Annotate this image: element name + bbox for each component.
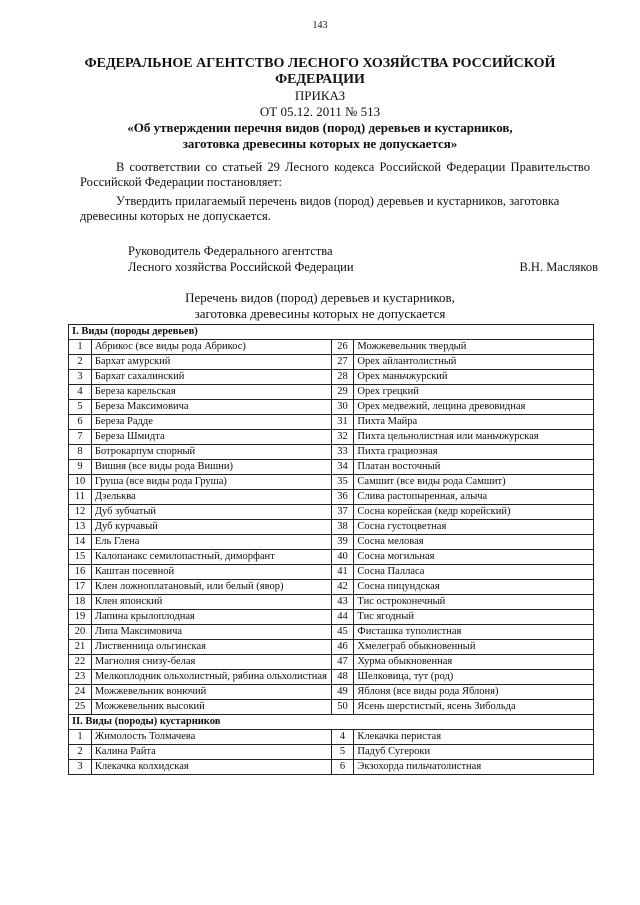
species-name: Орех маньчжурский [354, 370, 594, 385]
species-number: 21 [69, 640, 92, 655]
species-number: 18 [69, 595, 92, 610]
table-row [69, 370, 594, 385]
species-name: Дзельква [91, 490, 331, 505]
species-number: 6 [69, 415, 92, 430]
table-row [69, 490, 594, 505]
table-row [69, 745, 594, 760]
species-name: Хмелеграб обыкновенный [354, 640, 594, 655]
page-number: 143 [312, 20, 328, 31]
species-number: 4 [69, 385, 92, 400]
table-row [69, 760, 594, 775]
species-name: Платан восточный [354, 460, 594, 475]
species-name: Лиственница ольгинская [91, 640, 331, 655]
order-title-line1: «Об утверждении перечня видов (пород) деревьев и кустарников, [127, 120, 513, 135]
species-number: 3 [69, 370, 92, 385]
species-name: Береза Радде [91, 415, 331, 430]
species-name: Экзохорда пильчатолистная [354, 760, 594, 775]
table-row [69, 700, 594, 715]
species-name: Сосна меловая [354, 535, 594, 550]
species-number: 44 [331, 610, 354, 625]
signature-line2 [128, 259, 598, 275]
species-name: Можжевельник высокий [91, 700, 331, 715]
species-number: 34 [331, 460, 354, 475]
agency-name-line1: ФЕДЕРАЛЬНОЕ АГЕНТСТВО ЛЕСНОГО ХОЗЯЙСТВА РОССИЙСКОЙ [84, 56, 556, 71]
species-number: 46 [331, 640, 354, 655]
species-name: Клекачка перистая [354, 730, 594, 745]
species-name: Мелкоплодник ольхолистный, рябина ольхолистная [91, 670, 331, 685]
species-number: 33 [331, 445, 354, 460]
species-number: 29 [331, 385, 354, 400]
species-name: Орех медвежий, лещина древовидная [354, 400, 594, 415]
species-number: 2 [69, 355, 92, 370]
list-title-line1: Перечень видов (пород) деревьев и кустарников, [185, 290, 455, 305]
species-name: Сосна пицундская [354, 580, 594, 595]
table-row [69, 430, 594, 445]
signer-name: В.Н. Масляков [519, 260, 598, 274]
order-number: ОТ 05.12. 2011 № 513 [259, 104, 381, 119]
species-number: 3 [69, 760, 92, 775]
species-number: 9 [69, 460, 92, 475]
species-number: 2 [69, 745, 92, 760]
species-number: 48 [331, 670, 354, 685]
species-number: 15 [69, 550, 92, 565]
table-row [69, 505, 594, 520]
species-number: 11 [69, 490, 92, 505]
species-name: Береза Шмидта [91, 430, 331, 445]
species-number: 36 [331, 490, 354, 505]
order-word: ПРИКАЗ [294, 88, 346, 103]
species-number: 43 [331, 595, 354, 610]
species-number: 19 [69, 610, 92, 625]
species-number: 23 [69, 670, 92, 685]
species-number: 5 [331, 745, 354, 760]
table-row [69, 445, 594, 460]
species-name: Слива растопыренная, алыча [354, 490, 594, 505]
table-row [69, 415, 594, 430]
species-name: Сосна Палласа [354, 565, 594, 580]
order-title-line2: заготовка древесины которых не допускается» [182, 136, 458, 151]
species-name: Пихта цельнолистная или маньчжурская [354, 430, 594, 445]
preamble-paragraph: В соответствии со статьей 29 Лесного кодекса Российской Федерации Правительство Российской Федерации постановляет: [80, 160, 590, 189]
table-row [69, 385, 594, 400]
agency-name-line2: ФЕДЕРАЦИИ [275, 72, 365, 87]
species-number: 37 [331, 505, 354, 520]
resolution-paragraph: Утвердить прилагаемый перечень видов (пород) деревьев и кустарников, заготовка древесины которых не допускается. [80, 194, 560, 223]
species-name: Дуб зубчатый [91, 505, 331, 520]
species-number: 27 [331, 355, 354, 370]
species-name: Сосна густоцветная [354, 520, 594, 535]
species-table [68, 324, 594, 775]
table-row [69, 580, 594, 595]
species-name: Вишня (все виды рода Вишни) [91, 460, 331, 475]
species-number: 1 [69, 340, 92, 355]
species-number: 32 [331, 430, 354, 445]
species-name: Дуб курчавый [91, 520, 331, 535]
species-name: Калина Райта [91, 745, 331, 760]
species-name: Каштан посевной [91, 565, 331, 580]
table-row [69, 670, 594, 685]
species-name: Хурма обыкновенная [354, 655, 594, 670]
species-number: 31 [331, 415, 354, 430]
species-number: 8 [69, 445, 92, 460]
table-row [69, 475, 594, 490]
species-number: 24 [69, 685, 92, 700]
species-number: 38 [331, 520, 354, 535]
table-row [69, 460, 594, 475]
species-name: Шелковица, тут (род) [354, 670, 594, 685]
table-row [69, 640, 594, 655]
species-number: 20 [69, 625, 92, 640]
species-name: Орех грецкий [354, 385, 594, 400]
species-name: Яблоня (все виды рода Яблоня) [354, 685, 594, 700]
table-row [69, 655, 594, 670]
species-number: 5 [69, 400, 92, 415]
section-header-trees [69, 325, 594, 340]
table-row [69, 355, 594, 370]
table-row [69, 730, 594, 745]
list-title-line2: заготовка древесины которых не допускается [194, 306, 446, 321]
species-name: Сосна корейская (кедр корейский) [354, 505, 594, 520]
species-number: 1 [69, 730, 92, 745]
species-name: Самшит (все виды рода Самшит) [354, 475, 594, 490]
species-name: Можжевельник вонючий [91, 685, 331, 700]
species-name: Пихта грациозная [354, 445, 594, 460]
table-row [69, 565, 594, 580]
species-name: Сосна могильная [354, 550, 594, 565]
species-number: 14 [69, 535, 92, 550]
table-row [69, 400, 594, 415]
species-number: 35 [331, 475, 354, 490]
species-name: Груша (все виды рода Груша) [91, 475, 331, 490]
species-name: Береза карельская [91, 385, 331, 400]
species-name: Орех айлантолистный [354, 355, 594, 370]
section-title-shrubs: II. Виды (породы) кустарников [69, 715, 594, 730]
species-number: 28 [331, 370, 354, 385]
species-name: Абрикос (все виды рода Абрикос) [91, 340, 331, 355]
species-name: Клен ложноплатановый, или белый (явор) [91, 580, 331, 595]
species-name: Клекачка колхидская [91, 760, 331, 775]
species-number: 45 [331, 625, 354, 640]
species-name: Лапина крылоплодная [91, 610, 331, 625]
species-number: 10 [69, 475, 92, 490]
species-number: 7 [69, 430, 92, 445]
species-number: 22 [69, 655, 92, 670]
signature-position: Лесного хозяйства Российской Федерации [128, 260, 354, 274]
species-number: 26 [331, 340, 354, 355]
species-number: 25 [69, 700, 92, 715]
species-name: Ясень шерстистый, ясень Зибольда [354, 700, 594, 715]
list-title [0, 290, 640, 322]
species-number: 17 [69, 580, 92, 595]
species-number: 41 [331, 565, 354, 580]
table-row [69, 610, 594, 625]
species-number: 6 [331, 760, 354, 775]
species-name: Калопанакс семилопастный, диморфант [91, 550, 331, 565]
species-number: 16 [69, 565, 92, 580]
species-name: Бархат сахалинский [91, 370, 331, 385]
table-row [69, 685, 594, 700]
species-name: Бархат амурский [91, 355, 331, 370]
species-number: 4 [331, 730, 354, 745]
species-name: Можжевельник твердый [354, 340, 594, 355]
section-title-trees: I. Виды (породы деревьев) [69, 325, 594, 340]
species-number: 30 [331, 400, 354, 415]
species-name: Жимолость Толмачева [91, 730, 331, 745]
species-name: Фисташка туполистная [354, 625, 594, 640]
species-name: Ботрокарпум спорный [91, 445, 331, 460]
table-row [69, 550, 594, 565]
signature-line1: Руководитель Федерального агентства [128, 244, 333, 258]
species-number: 42 [331, 580, 354, 595]
species-name: Тис ягодный [354, 610, 594, 625]
species-number: 12 [69, 505, 92, 520]
species-name: Падуб Сугероки [354, 745, 594, 760]
table-row [69, 520, 594, 535]
species-number: 50 [331, 700, 354, 715]
section-header-shrubs [69, 715, 594, 730]
species-name: Магнолия снизу-белая [91, 655, 331, 670]
species-name: Липа Максимовича [91, 625, 331, 640]
table-row [69, 535, 594, 550]
species-number: 39 [331, 535, 354, 550]
table-row [69, 625, 594, 640]
table-row [69, 340, 594, 355]
species-number: 40 [331, 550, 354, 565]
species-name: Береза Максимовича [91, 400, 331, 415]
species-name: Тис остроконечный [354, 595, 594, 610]
species-name: Ель Глена [91, 535, 331, 550]
species-name: Клен японский [91, 595, 331, 610]
species-name: Пихта Майра [354, 415, 594, 430]
table-row [69, 595, 594, 610]
document-header [0, 56, 640, 152]
species-number: 49 [331, 685, 354, 700]
species-number: 47 [331, 655, 354, 670]
species-number: 13 [69, 520, 92, 535]
